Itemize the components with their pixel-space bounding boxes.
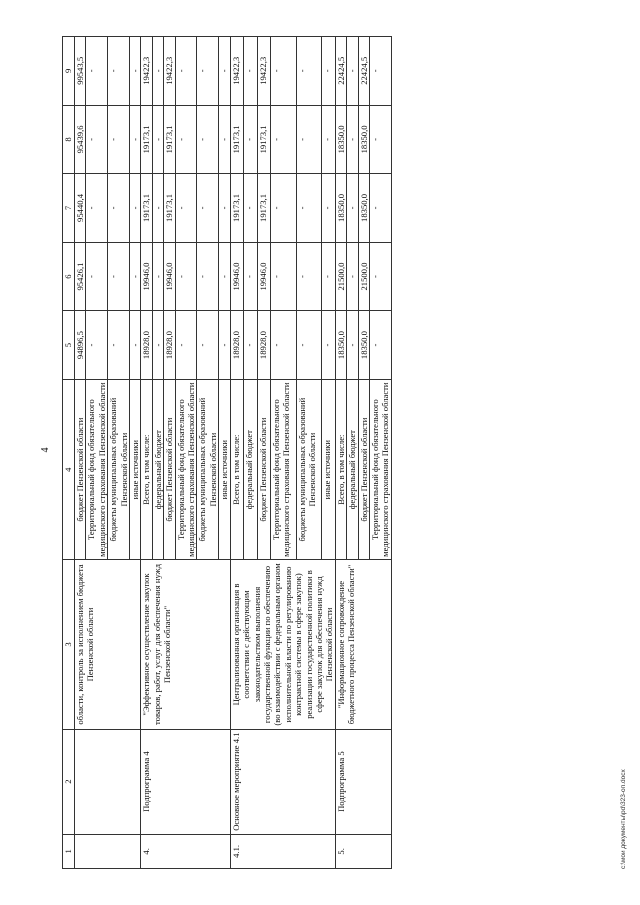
col-num: 4 xyxy=(63,379,75,560)
amount-cell: 19173,1 xyxy=(141,174,152,243)
amount-cell: - xyxy=(296,37,322,106)
table-row xyxy=(230,37,243,869)
amount-cell: - xyxy=(108,242,130,311)
amount-cell: 19946,0 xyxy=(141,242,152,311)
amount-cell: - xyxy=(130,174,141,243)
amount-cell: - xyxy=(244,242,257,311)
amount-cell: - xyxy=(244,105,257,174)
amount-cell: 19422,3 xyxy=(164,37,175,106)
row-number xyxy=(75,834,141,868)
amount-cell: - xyxy=(175,174,197,243)
funding-source: бюджет Пензенской области xyxy=(75,379,86,560)
row-number: 5. xyxy=(335,834,391,868)
amount-cell: - xyxy=(347,242,358,311)
amount-cell: - xyxy=(108,37,130,106)
amount-cell: - xyxy=(322,37,335,106)
col-num: 7 xyxy=(63,174,75,243)
amount-cell: 19173,1 xyxy=(230,174,243,243)
amount-cell: 19946,0 xyxy=(164,242,175,311)
funding-source: федеральный бюджет xyxy=(244,379,257,560)
amount-cell: - xyxy=(175,311,197,380)
row-number: 4.1. xyxy=(230,834,335,868)
row-name: области, контроль за исполнением бюджета Пензенской области xyxy=(75,560,141,729)
funding-source: иные источники xyxy=(322,379,335,560)
amount-cell: - xyxy=(322,174,335,243)
funding-source: бюджет Пензенской области xyxy=(164,379,175,560)
row-type: Подпрограмма 4 xyxy=(141,729,230,834)
funding-source: бюджет Пензенской области xyxy=(358,379,369,560)
amount-cell: 18928,0 xyxy=(257,311,270,380)
row-number: 4. xyxy=(141,834,230,868)
amount-cell: - xyxy=(130,311,141,380)
amount-cell: 18350,0 xyxy=(335,174,346,243)
funding-source: бюджеты муниципальных образований Пензенской области xyxy=(108,379,130,560)
amount-cell: - xyxy=(322,105,335,174)
amount-cell: - xyxy=(197,242,219,311)
amount-cell: - xyxy=(369,311,391,380)
amount-cell: - xyxy=(270,311,296,380)
col-num: 8 xyxy=(63,105,75,174)
amount-cell: - xyxy=(322,242,335,311)
amount-cell: 19173,1 xyxy=(230,105,243,174)
amount-cell: 19946,0 xyxy=(230,242,243,311)
amount-cell: 18928,0 xyxy=(141,311,152,380)
financing-table xyxy=(62,36,392,869)
amount-cell: 95426,1 xyxy=(75,242,86,311)
row-name: "Эффективное осуществление закупок товаров, работ, услуг для обеспечения нужд Пензенской области" xyxy=(141,560,230,729)
row-name: "Информационное сопровождение бюджетного процесса Пензенской области" xyxy=(335,560,391,729)
amount-cell: - xyxy=(296,311,322,380)
funding-source: иные источники xyxy=(219,379,230,560)
amount-cell: 18350,0 xyxy=(335,311,346,380)
amount-cell: 18928,0 xyxy=(164,311,175,380)
amount-cell: - xyxy=(175,242,197,311)
funding-source: иные источники xyxy=(130,379,141,560)
funding-source: бюджет Пензенской области xyxy=(257,379,270,560)
amount-cell: - xyxy=(86,105,108,174)
amount-cell: - xyxy=(369,105,391,174)
amount-cell: - xyxy=(270,242,296,311)
col-num: 6 xyxy=(63,242,75,311)
amount-cell: - xyxy=(86,242,108,311)
amount-cell: - xyxy=(219,105,230,174)
amount-cell: - xyxy=(175,105,197,174)
amount-cell: 18928,0 xyxy=(230,311,243,380)
table-row xyxy=(141,37,152,869)
amount-cell: 19422,3 xyxy=(257,37,270,106)
amount-cell: - xyxy=(130,37,141,106)
amount-cell: 19422,3 xyxy=(230,37,243,106)
amount-cell: - xyxy=(369,174,391,243)
amount-cell: 19173,1 xyxy=(257,105,270,174)
amount-cell: - xyxy=(152,311,163,380)
amount-cell: 94896,5 xyxy=(75,311,86,380)
footer-path: c:\мои документы\pd\323-оп.docx xyxy=(620,769,627,869)
amount-cell: 19422,3 xyxy=(141,37,152,106)
amount-cell: 95439,6 xyxy=(75,105,86,174)
amount-cell: 18350,0 xyxy=(358,105,369,174)
amount-cell: 19173,1 xyxy=(164,174,175,243)
amount-cell: - xyxy=(175,37,197,106)
row-type: Основное мероприятие 4.1 xyxy=(230,729,335,834)
amount-cell: - xyxy=(219,242,230,311)
col-num: 2 xyxy=(63,729,75,834)
funding-source: федеральный бюджет xyxy=(347,379,358,560)
amount-cell: - xyxy=(108,311,130,380)
amount-cell: - xyxy=(347,37,358,106)
amount-cell: - xyxy=(86,37,108,106)
amount-cell: - xyxy=(219,311,230,380)
amount-cell: - xyxy=(152,242,163,311)
col-num: 1 xyxy=(63,834,75,868)
table-body xyxy=(63,37,392,869)
amount-cell: - xyxy=(322,311,335,380)
page-number: 4 xyxy=(40,447,51,453)
funding-source: Территориальный фонд обязательного медицинского страхования Пензенской области xyxy=(175,379,197,560)
amount-cell: - xyxy=(130,105,141,174)
amount-cell: 18350,0 xyxy=(358,311,369,380)
amount-cell: 95440,4 xyxy=(75,174,86,243)
funding-source: бюджеты муниципальных образований Пензенской области xyxy=(197,379,219,560)
amount-cell: - xyxy=(347,311,358,380)
amount-cell: 21500,0 xyxy=(335,242,346,311)
amount-cell: - xyxy=(130,242,141,311)
amount-cell: - xyxy=(108,105,130,174)
amount-cell: - xyxy=(270,174,296,243)
col-num: 5 xyxy=(63,311,75,380)
amount-cell: 99543,5 xyxy=(75,37,86,106)
funding-source: Всего, в том числе: xyxy=(230,379,243,560)
funding-source: Всего, в том числе: xyxy=(335,379,346,560)
amount-cell: - xyxy=(219,37,230,106)
amount-cell: - xyxy=(347,174,358,243)
amount-cell: - xyxy=(152,37,163,106)
col-num: 3 xyxy=(63,560,75,729)
row-type: Подпрограмма 5 xyxy=(335,729,391,834)
row-name: Централизованная организация в соответствии с действующим законодательством выполнения государственной функции по обеспечению (во взаимодействии с федеральным органом исполнительной власти по регулированию контрактной системы в сфере закупок) реализации государственной политики в сфере закупок для обеспечения нужд Пензенской области xyxy=(230,560,335,729)
amount-cell: 18350,0 xyxy=(358,174,369,243)
column-numbers-row xyxy=(63,37,75,869)
amount-cell: - xyxy=(108,174,130,243)
amount-cell: 19173,1 xyxy=(164,105,175,174)
amount-cell: - xyxy=(152,174,163,243)
funding-source: Территориальный фонд обязательного медицинского страхования Пензенской области xyxy=(369,379,391,560)
amount-cell: - xyxy=(347,105,358,174)
amount-cell: 21500,0 xyxy=(358,242,369,311)
amount-cell: - xyxy=(270,105,296,174)
amount-cell: - xyxy=(296,174,322,243)
funding-source: Территориальный фонд обязательного медицинского страхования Пензенской области xyxy=(270,379,296,560)
funding-source: бюджеты муниципальных образований Пензенской области xyxy=(296,379,322,560)
funding-source: Всего, в том числе: xyxy=(141,379,152,560)
funding-source: федеральный бюджет xyxy=(152,379,163,560)
amount-cell: - xyxy=(197,311,219,380)
amount-cell: - xyxy=(244,37,257,106)
amount-cell: - xyxy=(296,242,322,311)
amount-cell: 22424,5 xyxy=(335,37,346,106)
amount-cell: 19946,0 xyxy=(257,242,270,311)
funding-source: Территориальный фонд обязательного медицинского страхования Пензенской области xyxy=(86,379,108,560)
table-row xyxy=(335,37,346,869)
amount-cell: - xyxy=(197,174,219,243)
table-row xyxy=(75,37,86,869)
col-num: 9 xyxy=(63,37,75,106)
amount-cell: - xyxy=(244,311,257,380)
amount-cell: - xyxy=(197,37,219,106)
amount-cell: - xyxy=(152,105,163,174)
amount-cell: 22424,5 xyxy=(358,37,369,106)
amount-cell: 19173,1 xyxy=(257,174,270,243)
amount-cell: - xyxy=(219,174,230,243)
amount-cell: - xyxy=(270,37,296,106)
amount-cell: - xyxy=(369,37,391,106)
amount-cell: - xyxy=(86,174,108,243)
amount-cell: 18350,0 xyxy=(335,105,346,174)
amount-cell: - xyxy=(296,105,322,174)
amount-cell: - xyxy=(369,242,391,311)
amount-cell: - xyxy=(197,105,219,174)
amount-cell: 19173,1 xyxy=(141,105,152,174)
amount-cell: - xyxy=(86,311,108,380)
amount-cell: - xyxy=(244,174,257,243)
row-type xyxy=(75,729,141,834)
